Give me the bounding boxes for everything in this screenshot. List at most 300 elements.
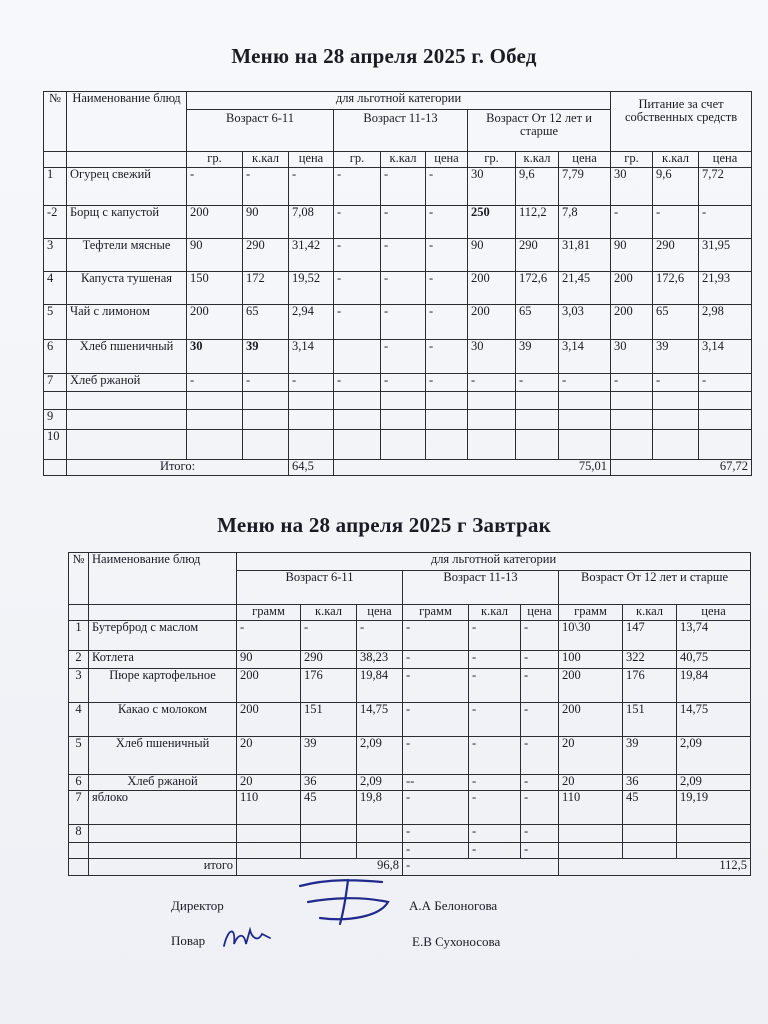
- lunch-row-cell: -: [699, 374, 752, 392]
- breakfast-sub-header-0: грамм: [237, 605, 301, 621]
- lunch-row-cell: -: [653, 206, 699, 239]
- lunch-row-cell: 90: [468, 239, 516, 272]
- breakfast-row-cell: -: [403, 825, 469, 843]
- lunch-row-cell: [653, 430, 699, 460]
- lunch-table-row: [44, 430, 752, 460]
- lunch-row-cell: -: [611, 206, 653, 239]
- lunch-row-cell: 39: [653, 340, 699, 374]
- lunch-row-cell: [426, 430, 468, 460]
- lunch-table-row: [44, 392, 752, 410]
- breakfast-row-cell: -: [403, 843, 469, 859]
- lunch-row-cell: 31,42: [289, 239, 334, 272]
- lunch-row-cell: 200: [187, 305, 243, 340]
- breakfast-row-cell: 10\30: [559, 621, 623, 651]
- breakfast-age-12-plus: Возраст От 12 лет и старше: [559, 571, 751, 605]
- lunch-row-cell: [516, 430, 559, 460]
- breakfast-row-cell: -: [469, 825, 521, 843]
- breakfast-row-name: [89, 843, 237, 859]
- breakfast-row-num: [69, 843, 89, 859]
- breakfast-row-num: 7: [69, 791, 89, 825]
- lunch-row-cell: -: [468, 374, 516, 392]
- lunch-row-cell: -: [381, 239, 426, 272]
- lunch-row-cell: -: [334, 272, 381, 305]
- breakfast-row-cell: [357, 843, 403, 859]
- breakfast-row-cell: -: [403, 737, 469, 775]
- breakfast-total-11-13: -: [403, 859, 559, 876]
- lunch-row-cell: [611, 430, 653, 460]
- lunch-row-cell: [243, 430, 289, 460]
- breakfast-row-cell: -: [469, 791, 521, 825]
- breakfast-row-cell: 36: [301, 775, 357, 791]
- lunch-total-label: Итого:: [67, 460, 289, 476]
- lunch-row-cell: 7,72: [699, 168, 752, 206]
- lunch-sub-header-11: цена: [699, 152, 752, 168]
- lunch-row-cell: [699, 392, 752, 410]
- lunch-row-cell: 3,14: [559, 340, 611, 374]
- lunch-row-cell: [468, 392, 516, 410]
- lunch-row-name: Капуста тушеная: [67, 272, 187, 305]
- lunch-row-cell: -: [426, 374, 468, 392]
- lunch-row-cell: [653, 410, 699, 430]
- lunch-row-num: 9: [44, 410, 67, 430]
- breakfast-row-name: [89, 825, 237, 843]
- breakfast-row-num: 2: [69, 651, 89, 669]
- breakfast-row-cell: -: [403, 651, 469, 669]
- lunch-row-cell: 250: [468, 206, 516, 239]
- lunch-row-name: Хлеб ржаной: [67, 374, 187, 392]
- breakfast-row-num: 3: [69, 669, 89, 703]
- breakfast-row-cell: 2,09: [677, 775, 751, 791]
- breakfast-row-cell: 39: [623, 737, 677, 775]
- lunch-row-cell: 30: [611, 168, 653, 206]
- lunch-row-cell: -: [381, 340, 426, 374]
- lunch-age-11-13: Возраст 11-13: [334, 110, 468, 152]
- lunch-row-name: Тефтели мясные: [67, 239, 187, 272]
- breakfast-table-row: [69, 775, 751, 791]
- breakfast-benefit-header: для льготной категории: [237, 553, 751, 571]
- breakfast-row-cell: -: [237, 621, 301, 651]
- breakfast-row-cell: --: [403, 775, 469, 791]
- breakfast-row-cell: 110: [237, 791, 301, 825]
- lunch-row-cell: -: [426, 168, 468, 206]
- breakfast-sub-header-5: цена: [521, 605, 559, 621]
- breakfast-row-cell: [301, 825, 357, 843]
- cook-name: Е.В Сухоносова: [412, 934, 501, 949]
- breakfast-row-cell: 322: [623, 651, 677, 669]
- lunch-row-name: [67, 430, 187, 460]
- breakfast-row-name: Пюре картофельное: [89, 669, 237, 703]
- lunch-row-cell: 2,94: [289, 305, 334, 340]
- breakfast-table-row: [69, 703, 751, 737]
- lunch-sub-header-1: к.кал: [243, 152, 289, 168]
- lunch-row-cell: -: [243, 168, 289, 206]
- lunch-row-cell: -: [381, 374, 426, 392]
- lunch-row-cell: -: [559, 374, 611, 392]
- lunch-row-cell: [187, 410, 243, 430]
- lunch-row-cell: -: [334, 239, 381, 272]
- breakfast-sub-header-8: цена: [677, 605, 751, 621]
- director-label: Директор: [171, 898, 224, 913]
- breakfast-total-6-11: 96,8: [237, 859, 403, 876]
- lunch-row-num: 1: [44, 168, 67, 206]
- lunch-col-num: №: [44, 92, 67, 152]
- breakfast-sub-header-3: грамм: [403, 605, 469, 621]
- breakfast-row-cell: [677, 843, 751, 859]
- breakfast-row-name: яблоко: [89, 791, 237, 825]
- lunch-age-12-plus: Возраст От 12 лет и старше: [468, 110, 611, 152]
- breakfast-age-11-13: Возраст 11-13: [403, 571, 559, 605]
- breakfast-row-cell: 200: [237, 669, 301, 703]
- breakfast-row-cell: 19,84: [677, 669, 751, 703]
- lunch-row-cell: 30: [468, 168, 516, 206]
- lunch-row-cell: 290: [516, 239, 559, 272]
- lunch-menu-table: [43, 91, 752, 476]
- breakfast-row-cell: [357, 825, 403, 843]
- lunch-row-cell: 65: [516, 305, 559, 340]
- breakfast-total-label: итого: [89, 859, 237, 876]
- lunch-row-cell: [381, 392, 426, 410]
- lunch-sub-header-4: к.кал: [381, 152, 426, 168]
- breakfast-col-name: Наименование блюд: [89, 553, 237, 605]
- breakfast-row-cell: 2,09: [357, 737, 403, 775]
- breakfast-row-cell: 40,75: [677, 651, 751, 669]
- breakfast-sub-header-4: к.кал: [469, 605, 521, 621]
- lunch-row-cell: [243, 410, 289, 430]
- lunch-row-cell: 9,6: [516, 168, 559, 206]
- breakfast-row-cell: -: [521, 621, 559, 651]
- lunch-row-num: 10: [44, 430, 67, 460]
- breakfast-row-cell: -: [403, 791, 469, 825]
- lunch-row-cell: 290: [243, 239, 289, 272]
- lunch-total-12-plus: 75,01: [334, 460, 611, 476]
- breakfast-table-row: [69, 843, 751, 859]
- lunch-table-row: [44, 410, 752, 430]
- breakfast-row-cell: -: [521, 703, 559, 737]
- breakfast-row-cell: [301, 843, 357, 859]
- lunch-sub-header-6: гр.: [468, 152, 516, 168]
- breakfast-row-cell: -: [521, 737, 559, 775]
- breakfast-row-cell: -: [469, 703, 521, 737]
- lunch-row-cell: 65: [653, 305, 699, 340]
- lunch-row-cell: -: [289, 168, 334, 206]
- lunch-row-cell: [699, 410, 752, 430]
- lunch-row-cell: [699, 430, 752, 460]
- breakfast-row-cell: -: [469, 843, 521, 859]
- lunch-row-cell: [334, 392, 381, 410]
- lunch-row-cell: [381, 430, 426, 460]
- lunch-row-cell: 3,14: [699, 340, 752, 374]
- lunch-row-cell: [611, 392, 653, 410]
- breakfast-table-row: [69, 669, 751, 703]
- breakfast-row-cell: -: [521, 775, 559, 791]
- breakfast-row-cell: 14,75: [677, 703, 751, 737]
- lunch-row-cell: -: [699, 206, 752, 239]
- lunch-row-name: Хлеб пшеничный: [67, 340, 187, 374]
- lunch-row-cell: 90: [611, 239, 653, 272]
- lunch-row-cell: 39: [516, 340, 559, 374]
- lunch-row-cell: 31,81: [559, 239, 611, 272]
- breakfast-row-name: Бутерброд с маслом: [89, 621, 237, 651]
- lunch-row-name: [67, 392, 187, 410]
- lunch-row-cell: 150: [187, 272, 243, 305]
- lunch-row-num: 6: [44, 340, 67, 374]
- lunch-row-cell: [516, 392, 559, 410]
- breakfast-table-row: [69, 825, 751, 843]
- lunch-row-cell: 30: [611, 340, 653, 374]
- director-name: А.А Белоногова: [409, 898, 498, 913]
- breakfast-row-cell: 45: [623, 791, 677, 825]
- lunch-table-row: [44, 340, 752, 374]
- lunch-row-cell: 65: [243, 305, 289, 340]
- lunch-row-cell: -: [381, 305, 426, 340]
- lunch-table-row: [44, 305, 752, 340]
- lunch-row-cell: [243, 392, 289, 410]
- breakfast-row-cell: 151: [623, 703, 677, 737]
- breakfast-row-cell: 200: [559, 669, 623, 703]
- lunch-row-cell: 172,6: [653, 272, 699, 305]
- breakfast-row-num: 8: [69, 825, 89, 843]
- lunch-row-cell: 3,14: [289, 340, 334, 374]
- lunch-row-cell: [468, 410, 516, 430]
- lunch-row-cell: [289, 410, 334, 430]
- lunch-row-cell: 290: [653, 239, 699, 272]
- lunch-row-num: 5: [44, 305, 67, 340]
- breakfast-row-cell: 90: [237, 651, 301, 669]
- lunch-row-cell: -: [426, 272, 468, 305]
- lunch-row-cell: [611, 410, 653, 430]
- lunch-row-name: Огурец свежий: [67, 168, 187, 206]
- lunch-sub-header-10: к.кал: [653, 152, 699, 168]
- lunch-sub-header-5: цена: [426, 152, 468, 168]
- lunch-row-cell: 2,98: [699, 305, 752, 340]
- lunch-row-name: Борщ с капустой: [67, 206, 187, 239]
- lunch-row-cell: -: [334, 168, 381, 206]
- breakfast-col-num: №: [69, 553, 89, 605]
- lunch-row-cell: [334, 340, 381, 374]
- lunch-row-cell: 200: [468, 305, 516, 340]
- lunch-row-name: [67, 410, 187, 430]
- lunch-row-name: Чай с лимоном: [67, 305, 187, 340]
- lunch-row-cell: 112,2: [516, 206, 559, 239]
- lunch-row-cell: 7,08: [289, 206, 334, 239]
- breakfast-row-cell: 19,8: [357, 791, 403, 825]
- lunch-row-cell: 200: [611, 305, 653, 340]
- breakfast-row-cell: -: [521, 651, 559, 669]
- lunch-row-cell: -: [426, 305, 468, 340]
- breakfast-table-row: [69, 651, 751, 669]
- lunch-row-cell: -: [426, 206, 468, 239]
- lunch-row-cell: -: [187, 168, 243, 206]
- breakfast-row-cell: -: [469, 651, 521, 669]
- lunch-row-num: 3: [44, 239, 67, 272]
- lunch-row-cell: 90: [243, 206, 289, 239]
- breakfast-menu-table: [68, 552, 751, 876]
- lunch-row-cell: 21,45: [559, 272, 611, 305]
- breakfast-row-cell: 38,23: [357, 651, 403, 669]
- lunch-table-row: [44, 272, 752, 305]
- lunch-row-num: 4: [44, 272, 67, 305]
- lunch-row-cell: -: [187, 374, 243, 392]
- breakfast-row-name: Хлеб пшеничный: [89, 737, 237, 775]
- lunch-row-cell: 200: [187, 206, 243, 239]
- lunch-row-cell: -: [243, 374, 289, 392]
- lunch-sub-header-7: к.кал: [516, 152, 559, 168]
- lunch-row-cell: -: [334, 374, 381, 392]
- lunch-row-cell: 172,6: [516, 272, 559, 305]
- breakfast-title: Меню на 28 апреля 2025 г Завтрак: [217, 513, 551, 537]
- lunch-row-cell: -: [334, 206, 381, 239]
- lunch-row-cell: -: [381, 272, 426, 305]
- breakfast-age-6-11: Возраст 6-11: [237, 571, 403, 605]
- breakfast-row-cell: 14,75: [357, 703, 403, 737]
- breakfast-row-cell: 200: [237, 703, 301, 737]
- lunch-total-6-11: 64,5: [289, 460, 334, 476]
- breakfast-row-cell: 20: [237, 737, 301, 775]
- breakfast-row-cell: -: [469, 775, 521, 791]
- lunch-row-cell: -: [426, 239, 468, 272]
- breakfast-sub-header-1: к.кал: [301, 605, 357, 621]
- breakfast-row-cell: 290: [301, 651, 357, 669]
- breakfast-row-cell: -: [521, 791, 559, 825]
- lunch-row-cell: 31,95: [699, 239, 752, 272]
- lunch-row-cell: 19,52: [289, 272, 334, 305]
- lunch-row-cell: -: [334, 305, 381, 340]
- lunch-sub-header-2: цена: [289, 152, 334, 168]
- breakfast-row-cell: 200: [559, 703, 623, 737]
- lunch-sub-header-0: гр.: [187, 152, 243, 168]
- breakfast-row-cell: 20: [559, 775, 623, 791]
- lunch-row-cell: [187, 392, 243, 410]
- lunch-row-cell: [653, 392, 699, 410]
- breakfast-row-num: 1: [69, 621, 89, 651]
- lunch-table-row: [44, 239, 752, 272]
- lunch-row-cell: [381, 410, 426, 430]
- breakfast-row-name: Хлеб ржаной: [89, 775, 237, 791]
- breakfast-row-cell: 19,84: [357, 669, 403, 703]
- breakfast-row-num: 6: [69, 775, 89, 791]
- lunch-table-row: [44, 206, 752, 239]
- breakfast-table-row: [69, 737, 751, 775]
- lunch-own-funds-header: Питание за счет собственных средств: [611, 92, 752, 152]
- breakfast-sub-header-7: к.кал: [623, 605, 677, 621]
- breakfast-row-cell: -: [403, 669, 469, 703]
- breakfast-table-row: [69, 621, 751, 651]
- director-signature-icon: [290, 872, 400, 932]
- breakfast-row-cell: [623, 825, 677, 843]
- breakfast-row-cell: [623, 843, 677, 859]
- lunch-row-cell: 7,79: [559, 168, 611, 206]
- breakfast-total-12-plus: 112,5: [559, 859, 751, 876]
- breakfast-table-row: [69, 791, 751, 825]
- breakfast-row-cell: 13,74: [677, 621, 751, 651]
- breakfast-row-cell: 176: [623, 669, 677, 703]
- lunch-row-cell: [559, 410, 611, 430]
- lunch-row-cell: 39: [243, 340, 289, 374]
- lunch-row-cell: 90: [187, 239, 243, 272]
- lunch-row-num: [44, 392, 67, 410]
- lunch-row-cell: -: [611, 374, 653, 392]
- lunch-row-cell: [559, 392, 611, 410]
- lunch-row-cell: -: [653, 374, 699, 392]
- lunch-row-cell: 7,8: [559, 206, 611, 239]
- lunch-age-6-11: Возраст 6-11: [187, 110, 334, 152]
- lunch-row-cell: [334, 430, 381, 460]
- lunch-row-cell: 200: [468, 272, 516, 305]
- breakfast-row-cell: -: [521, 843, 559, 859]
- lunch-row-cell: 3,03: [559, 305, 611, 340]
- lunch-table-row: [44, 374, 752, 392]
- breakfast-row-cell: -: [469, 737, 521, 775]
- lunch-row-cell: -: [381, 206, 426, 239]
- breakfast-row-cell: [559, 843, 623, 859]
- lunch-row-cell: -: [426, 340, 468, 374]
- lunch-sub-header-3: гр.: [334, 152, 381, 168]
- breakfast-row-cell: [237, 825, 301, 843]
- breakfast-row-num: 4: [69, 703, 89, 737]
- lunch-row-cell: 30: [187, 340, 243, 374]
- breakfast-row-num: 5: [69, 737, 89, 775]
- breakfast-row-cell: -: [403, 703, 469, 737]
- breakfast-row-name: Какао с молоком: [89, 703, 237, 737]
- breakfast-row-cell: [237, 843, 301, 859]
- lunch-row-cell: 200: [611, 272, 653, 305]
- breakfast-row-cell: 176: [301, 669, 357, 703]
- lunch-row-cell: [516, 410, 559, 430]
- breakfast-sub-header-6: грамм: [559, 605, 623, 621]
- lunch-row-cell: 172: [243, 272, 289, 305]
- breakfast-row-cell: 151: [301, 703, 357, 737]
- breakfast-row-cell: -: [403, 621, 469, 651]
- breakfast-row-cell: [677, 825, 751, 843]
- cook-label: Повар: [171, 933, 206, 948]
- breakfast-row-cell: 2,09: [677, 737, 751, 775]
- breakfast-row-cell: 147: [623, 621, 677, 651]
- breakfast-sub-header-2: цена: [357, 605, 403, 621]
- lunch-benefit-header: для льготной категории: [187, 92, 611, 110]
- breakfast-row-cell: -: [357, 621, 403, 651]
- breakfast-row-cell: 19,19: [677, 791, 751, 825]
- breakfast-row-cell: 110: [559, 791, 623, 825]
- lunch-col-name: Наименование блюд: [67, 92, 187, 152]
- breakfast-row-cell: [559, 825, 623, 843]
- breakfast-row-cell: 45: [301, 791, 357, 825]
- lunch-sub-header-8: цена: [559, 152, 611, 168]
- lunch-table-row: [44, 168, 752, 206]
- breakfast-row-cell: 2,09: [357, 775, 403, 791]
- lunch-row-cell: -: [289, 374, 334, 392]
- lunch-row-cell: 21,93: [699, 272, 752, 305]
- lunch-row-cell: 9,6: [653, 168, 699, 206]
- breakfast-row-cell: -: [469, 621, 521, 651]
- lunch-row-num: 7: [44, 374, 67, 392]
- lunch-total-own: 67,72: [611, 460, 752, 476]
- breakfast-row-cell: 39: [301, 737, 357, 775]
- lunch-row-cell: [468, 430, 516, 460]
- breakfast-row-cell: -: [521, 825, 559, 843]
- breakfast-row-name: Котлета: [89, 651, 237, 669]
- breakfast-row-cell: 36: [623, 775, 677, 791]
- breakfast-row-cell: -: [469, 669, 521, 703]
- breakfast-row-cell: 100: [559, 651, 623, 669]
- lunch-row-cell: -: [381, 168, 426, 206]
- lunch-row-cell: [559, 430, 611, 460]
- lunch-row-cell: 30: [468, 340, 516, 374]
- lunch-row-cell: [289, 392, 334, 410]
- lunch-row-num: -2: [44, 206, 67, 239]
- lunch-row-cell: [426, 410, 468, 430]
- breakfast-row-cell: -: [301, 621, 357, 651]
- lunch-title: Меню на 28 апреля 2025 г. Обед: [231, 44, 537, 68]
